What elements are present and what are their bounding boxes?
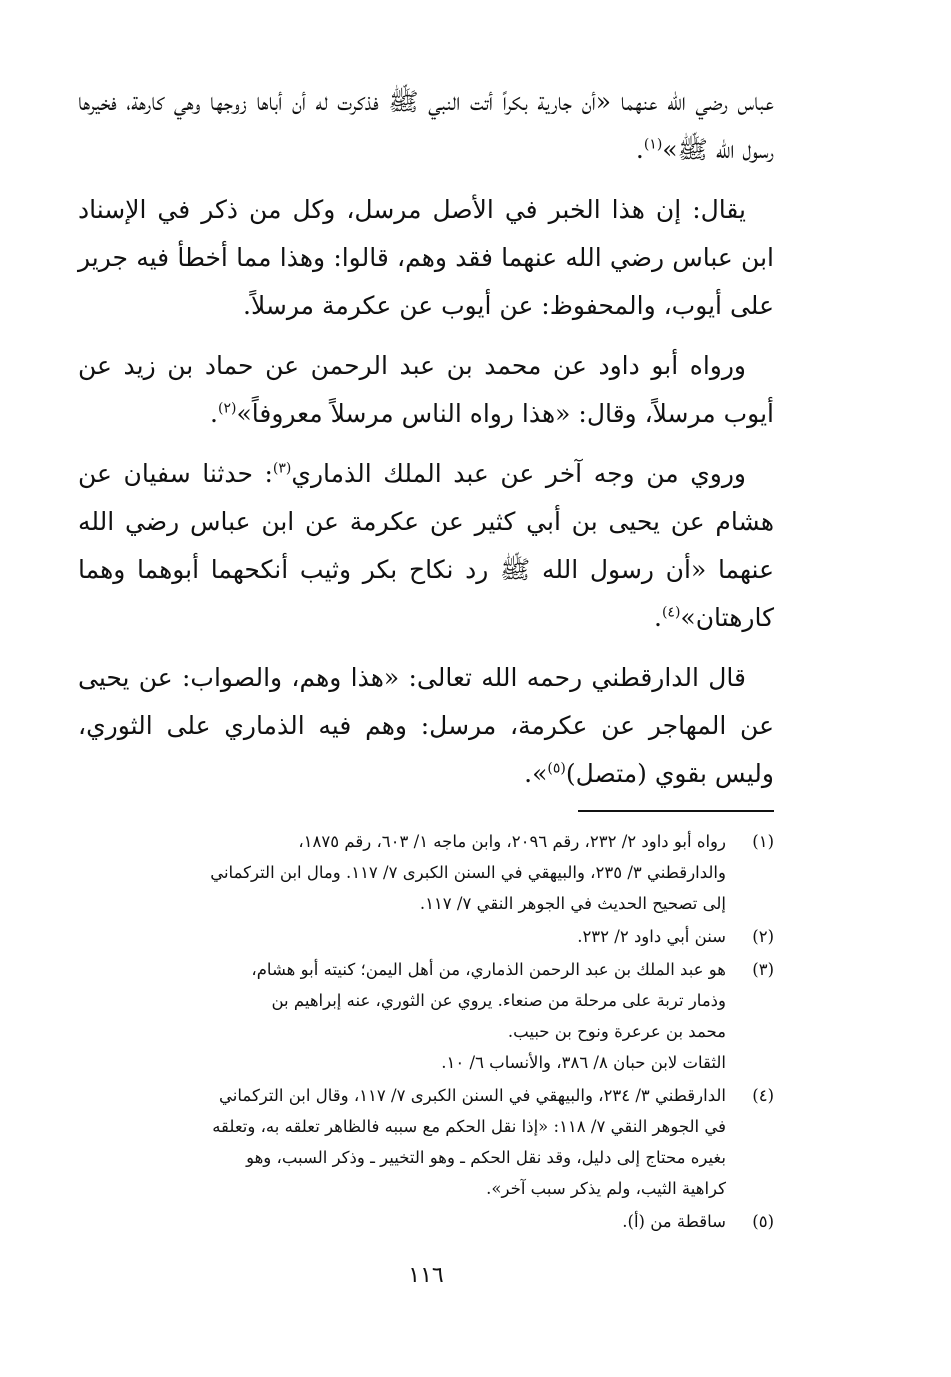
paragraph-tail: . bbox=[210, 399, 218, 428]
footnote-line: هو عبد الملك بن عبد الرحمن الذماري، من أهل اليمن؛ كنيته أبو هشام، bbox=[251, 960, 726, 979]
paragraph-tail: : حدثنا سفيان عن هشام عن يحيى بن أبي كثير عن عكرمة عن ابن عباس رضي الله عنهما «أن رسول الله ﷺ رد نكاح بكر وثيب أنكحهما أبوهما وهما كارهتان» bbox=[78, 459, 774, 632]
footnote-number: (١) bbox=[752, 832, 774, 851]
paragraph-5 bbox=[78, 654, 774, 798]
paragraph-tail: . bbox=[635, 135, 644, 164]
footnote-number: (٤) bbox=[752, 1086, 774, 1105]
main-text bbox=[78, 78, 774, 798]
footnote-divider bbox=[578, 810, 774, 812]
footnote-marker: (١) bbox=[643, 136, 663, 153]
paragraph-text: عباس رضي الله عنهما «أن جارية بكراً أتت النبي ﷺ فذكرت له أن أباها زوجها وهي كارهة، فخيرها رسول الله ﷺ» bbox=[78, 87, 774, 164]
footnote-line: ساقطة من (أ). bbox=[622, 1212, 726, 1231]
paragraph-tail: ». bbox=[524, 759, 548, 788]
footnotes bbox=[78, 826, 774, 1237]
footnote-3 bbox=[78, 954, 774, 1078]
footnote-marker: (٤) bbox=[661, 604, 681, 621]
footnote-text bbox=[78, 921, 726, 952]
book-page bbox=[78, 78, 774, 1308]
footnote-text bbox=[78, 1206, 726, 1237]
footnote-line: الدارقطني ٣/ ٢٣٤، والبيهقي في السنن الكبرى ٧/ ١١٧، وقال ابن التركماني bbox=[219, 1086, 726, 1105]
footnote-marker: (٣) bbox=[272, 460, 292, 477]
footnote-marker: (٥) bbox=[547, 760, 566, 777]
paragraph-1 bbox=[78, 78, 774, 174]
paragraph-text: يقال: إن هذا الخبر في الأصل مرسل، وكل من ذكر في الإسناد ابن عباس رضي الله عنهما فقد وهم، قالوا: وهذا مما أخطأ فيه جرير على أيوب، والمحفوظ: عن أيوب عن عكرمة مرسلاً. bbox=[78, 195, 774, 320]
footnote-number: (٢) bbox=[752, 927, 774, 946]
paragraph-text: قال الدارقطني رحمه الله تعالى: «هذا وهم، والصواب: عن يحيى عن المهاجر عن عكرمة، مرسل: وهم فيه الذماري على الثوري، وليس بقوي (متصل) bbox=[78, 663, 774, 788]
footnote-text bbox=[78, 826, 726, 919]
footnote-4 bbox=[78, 1080, 774, 1204]
footnote-line: إلى تصحيح الحديث في الجوهر النقي ٧/ ١١٧. bbox=[419, 894, 726, 913]
footnote-number: (٥) bbox=[752, 1212, 774, 1231]
footnote-line: والدارقطني ٣/ ٢٣٥، والبيهقي في السنن الكبرى ٧/ ١١٧. ومال ابن التركماني bbox=[210, 863, 726, 882]
footnote-line: بغيره محتاج إلى دليل، وقد نقل الحكم ـ وهو التخيير ـ وذكر السبب، وهو bbox=[246, 1148, 726, 1167]
footnote-marker: (٢) bbox=[217, 400, 237, 417]
paragraph-tail: . bbox=[653, 603, 662, 632]
footnote-text bbox=[78, 1080, 726, 1204]
footnote-line: الثقات لابن حبان ٨/ ٣٨٦، والأنساب ٦/ ١٠. bbox=[441, 1053, 726, 1072]
footnote-line: كراهية الثيب، ولم يذكر سبب آخر». bbox=[486, 1179, 726, 1198]
footnote-line: في الجوهر النقي ٧/ ١١٨: «إذا نقل الحكم مع سببه فالظاهر تعلقه به، وتعلقه bbox=[212, 1117, 726, 1136]
footnote-5 bbox=[78, 1206, 774, 1237]
paragraph-3 bbox=[78, 342, 774, 438]
footnote-line: رواه أبو داود ٢/ ٢٣٢، رقم ٢٠٩٦، وابن ماجه ١/ ٦٠٣، رقم ١٨٧٥، bbox=[298, 832, 726, 851]
paragraph-2 bbox=[78, 186, 774, 330]
footnote-line: سنن أبي داود ٢/ ٢٣٢. bbox=[577, 927, 726, 946]
paragraph-text: ورواه أبو داود عن محمد بن عبد الرحمن عن حماد بن زيد عن أيوب مرسلاً، وقال: «هذا رواه الناس مرسلاً معروفاً» bbox=[78, 351, 774, 428]
paragraph-4 bbox=[78, 450, 774, 642]
footnote-2 bbox=[78, 921, 774, 952]
footnote-line: وذمار تربة على مرحلة من صنعاء. يروي عن الثوري، عنه إبراهيم بن bbox=[271, 991, 726, 1010]
footnote-text bbox=[78, 954, 726, 1078]
footnote-number: (٣) bbox=[752, 960, 774, 979]
paragraph-text: وروي من وجه آخر عن عبد الملك الذماري bbox=[291, 459, 746, 488]
footnote-1 bbox=[78, 826, 774, 919]
page-number: ١١٦ bbox=[408, 1263, 444, 1288]
footnote-line: محمد بن عرعرة ونوح بن حبيب. bbox=[507, 1022, 726, 1041]
